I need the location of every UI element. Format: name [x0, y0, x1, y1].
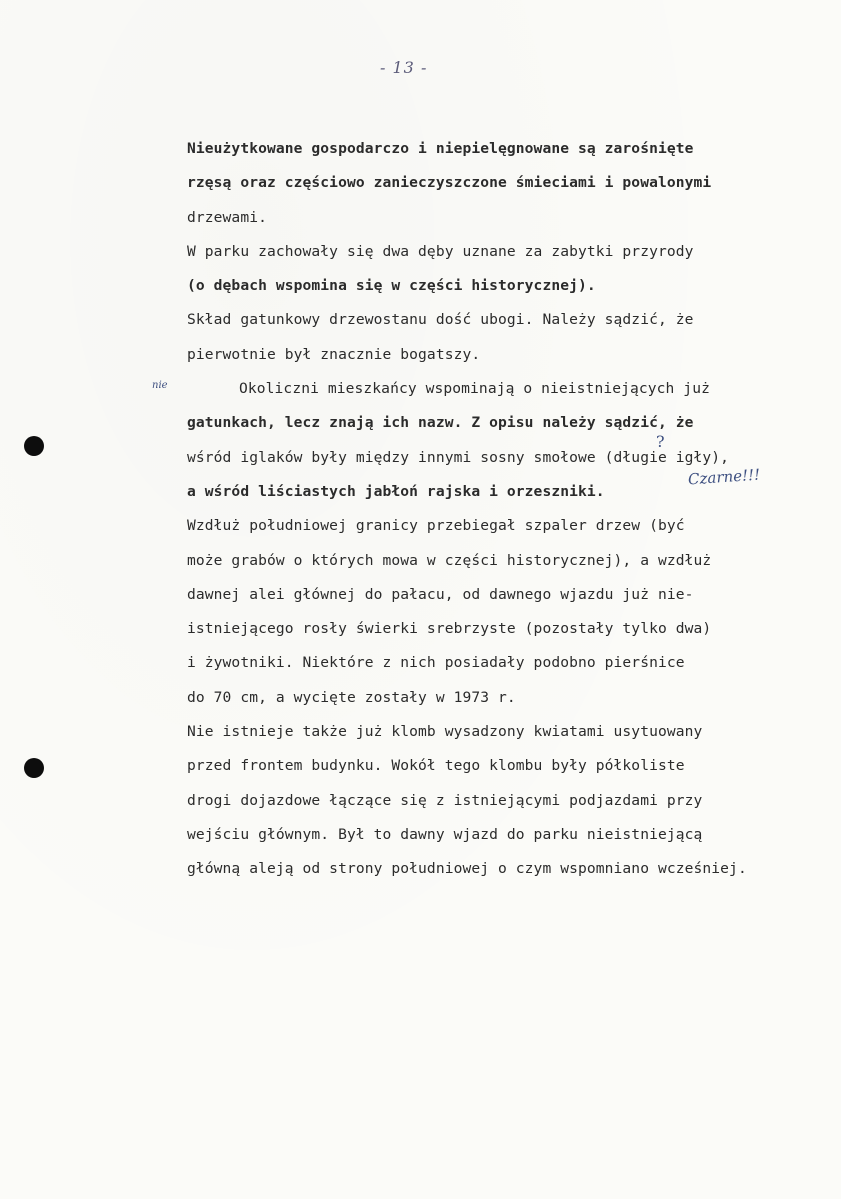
handwritten-question-mark: ?: [656, 432, 665, 451]
text-line: Nieużytkowane gospodarczo i niepielęgnowane są zarośnięte: [187, 140, 694, 157]
text-line: gatunkach, lecz znają ich nazw. Z opisu należy sądzić, że: [187, 414, 694, 432]
text-line: główną aleją od strony południowej o czym wspomniano wcześniej.: [187, 860, 747, 878]
text-line: wśród iglaków były między innymi sosny smołowe (długie igły),: [187, 448, 730, 466]
text-line: a wśród liściastych jabłoń rajska i orzeszniki.: [187, 482, 605, 500]
text-line: Okoliczni mieszkańcy wspominają o nieistniejących już: [239, 380, 710, 398]
typewritten-text: [187, 136, 827, 891]
text-line: przed frontem budynku. Wokół tego klombu były półkoliste: [187, 757, 685, 775]
handwritten-insert-nie: nie: [152, 380, 168, 391]
page-number: - 13 -: [380, 58, 428, 77]
text-line: pierwotnie był znacznie bogatszy.: [187, 345, 481, 363]
text-line: drzewami.: [187, 208, 267, 226]
text-line: W parku zachowały się dwa dęby uznane za zabytki przyrody: [187, 242, 694, 260]
text-line: drogi dojazdowe łączące się z istniejącymi podjazdami przy: [187, 791, 703, 809]
binder-hole-top: [24, 436, 44, 456]
binder-hole-bottom: [24, 758, 44, 778]
handwritten-margin-note: Czarne!!!: [687, 465, 761, 489]
text-line: Nie istnieje także już klomb wysadzony kwiatami usytuowany: [187, 723, 703, 741]
text-line: (o dębach wspomina się w części historycznej).: [187, 277, 596, 295]
text-line: wejściu głównym. Był to dawny wjazd do parku nieistniejącą: [187, 825, 703, 843]
text-line: istniejącego rosły świerki srebrzyste (pozostały tylko dwa): [187, 620, 712, 638]
text-line: dawnej alei głównej do pałacu, od dawnego wjazdu już nie-: [187, 585, 694, 603]
text-line: i żywotniki. Niektóre z nich posiadały podobno pierśnice: [187, 654, 685, 672]
text-line: rzęsą oraz częściowo zanieczyszczone śmieciami i powalonymi: [187, 174, 712, 192]
text-line: Wzdłuż południowej granicy przebiegał szpaler drzew (być: [187, 517, 685, 535]
text-line: może grabów o których mowa w części historycznej), a wzdłuż: [187, 551, 712, 569]
text-line: do 70 cm, a wycięte zostały w 1973 r.: [187, 688, 516, 706]
text-line: Skład gatunkowy drzewostanu dość ubogi. Należy sądzić, że: [187, 311, 694, 329]
